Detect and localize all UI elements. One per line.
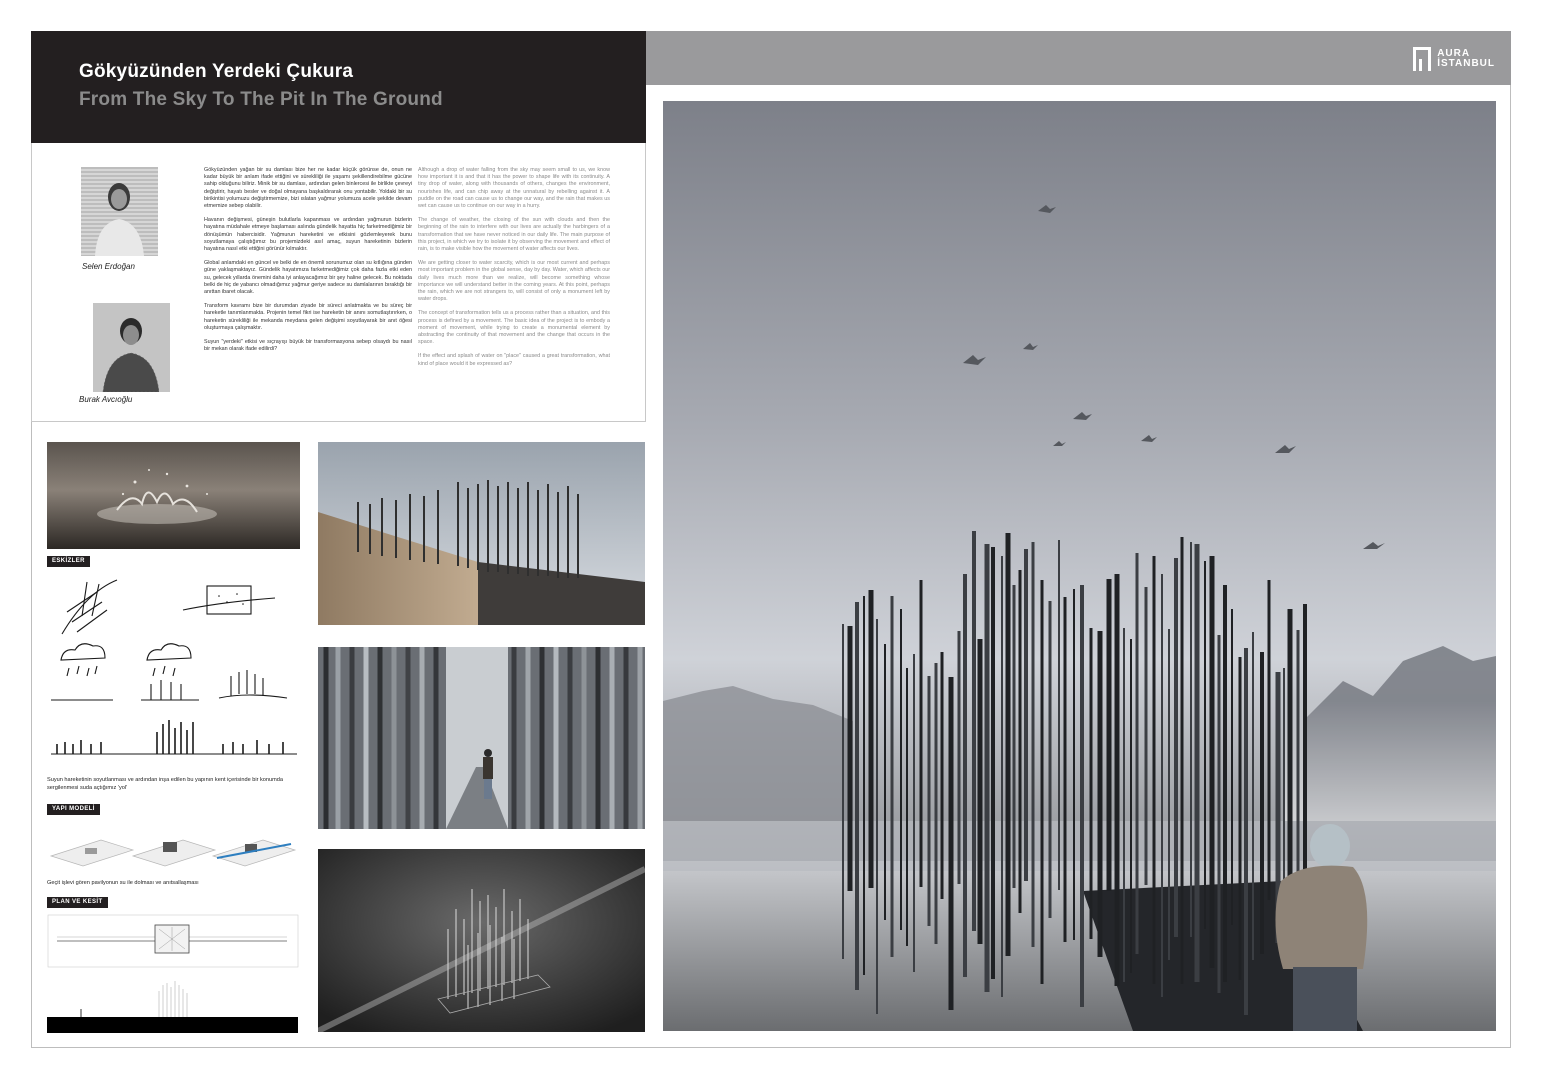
render-exterior-view [318, 442, 645, 625]
section-tag-plan: PLAN VE KESİT [47, 897, 108, 908]
author-photo-selen [81, 167, 158, 256]
logo-line-2: İSTANBUL [1437, 58, 1495, 69]
model-diagrams [47, 822, 300, 876]
paragraph-tr-4: Transform kavramı bize bir durumdan ziyade bir süreci anlatmakta ve bu süreç bir hareketle tanımlanmakta. Projenin temel fikri ise hareketin bir anını somutlaştırırken, o hareketin sürekliliği ile mekanda meydana gelen değişimi soyutlayarak bir anıt öğesi oluşturmaya çalışmaktır. [204, 303, 412, 331]
paragraph-en-1: Although a drop of water falling from the sky may seem small to us, we know how important it is and that it has the power to shape life with its continuity. A tiny drop of water, along with thousands of others, changes the environment, nourishes life, and can chip away at the unnatural by rebelling against it. A puddle on the road can cause us to change our way, and the rain that makes us wet can cause us to continue on our way in a hurry. [418, 167, 610, 210]
logo-mark-icon [1413, 47, 1431, 71]
title-english: From The Sky To The Pit In The Ground [79, 89, 443, 110]
water-splash-photo [47, 442, 300, 549]
paragraph-en-2: The change of weather, the closing of the sun with clouds and then the beginning of the rain to interfere with our lives are actually the harbingers of a transformation that we have never noticed in our daily life. The main purpose of this project, in which we try to isolate it by observing the movement and effect of rain, is to make visible how the movement of water affects our lives. [418, 217, 610, 253]
aura-istanbul-logo [1413, 46, 1495, 72]
text-column-english [418, 167, 610, 375]
author-name-2: Burak Avcıoğlu [79, 395, 133, 404]
render-aerial-view [318, 849, 645, 1032]
author-name-1: Selen Erdoğan [82, 262, 135, 271]
paragraph-en-3: We are getting closer to water scarcity, which is our most current and perhaps most important problem in the global sense, day by day. Water, which affects our daily lives much more than we realize, will become something whose importance we will understand better in the coming years. At this point, perhaps the rain, which we are not strangers to, will consist of only a monument left by water drops. [418, 260, 610, 303]
model-caption: Geçit işlevi gören pavilyonun su ile dolması ve anıtsallaşması [47, 880, 199, 886]
logo-line-1: AURA [1437, 48, 1471, 59]
sketches-area [47, 572, 300, 772]
text-column-turkish [204, 167, 412, 360]
author-photo-burak [93, 303, 170, 392]
title-block [31, 31, 646, 143]
paragraph-en-4: The concept of transformation tells us a process rather than a situation, and this process is defined by a movement. The basic idea of the project is to embody a moment of movement, while trying to create a monumental element by abstracting the continuity of that movement and the change that occurs in the space. [418, 310, 610, 346]
paragraph-tr-2: Havanın değişmesi, güneşin bulutlarla kapanması ve ardından yağmurun bizlerin hayatına müdahale etmeye başlaması aslında gündelik hayatta hiç farketmediğimiz bir dönüşümün habercisidir. Yağmurun hareketini ve etkisini gözlemleyerek bunu soyutlamaya çalıştığımız bu projemizdeki asıl amaç, suyun hareketinin bizlerin hayatına nasıl etki ettiğini görünür kılmaktır. [204, 217, 412, 253]
paragraph-tr-5: Suyun "yerdeki" etkisi ve sıçrayışı büyük bir transformasyona sebep olsaydı bu nasıl bir mekan olarak ifade edilirdi? [204, 339, 412, 353]
title-turkish: Gökyüzünden Yerdeki Çukura [79, 61, 354, 82]
sketches-caption: Suyun hareketinin soyutlanması ve ardından inşa edilen bu yapının kent içerisinde bir konumda sergilenmesi suda açtığımız 'yol' [47, 777, 284, 791]
paragraph-en-5: If the effect and splash of water on "place" caused a great transformation, what kind of place would it be expressed as? [418, 353, 610, 367]
section-tag-model: YAPI MODELİ [47, 804, 100, 815]
section-tag-sketches: ESKİZLER [47, 556, 90, 567]
plan-section-drawing [47, 913, 300, 1033]
render-interior-view [318, 647, 645, 829]
paragraph-tr-1: Gökyüzünden yağan bir su damlası bize her ne kadar küçük görünse de, onun ne kadar büyük bir anlam ifade ettiğini ve sürekliliği ile yaşamı şekillendirebilme gücüne sahip olduğunu biliriz. Minik bir su damlası, ardından gelen binlercesi ile birlikte çevreyi değiştirir, hayatı besler ve doğal olmayana başkaldırarak onu yontabilir. Yoldaki bir su birikintisi yolumuzu değiştirmemize, bizi ıslatan yağmur yolumuza acele şekilde devam etmemize sebep olabilir. [204, 167, 412, 210]
main-render [663, 101, 1496, 1031]
paragraph-tr-3: Global anlamdaki en güncel ve belki de en önemli sorunumuz olan su kıtlığına günden güne yaklaşmaktayız. Gündelik hayatımıza farketmediğimiz çok daha fazla etki eden su, gelecek yıllarda önemini daha iyi anlayacağımız bir şey haline gelecek. Bu noktada belki de hiç de yabancı olmadığımız yağmur geriye sadece su damlalarının bıraktığı bir anıttan ibaret olacak. [204, 260, 412, 296]
header-band [646, 31, 1511, 85]
intro-panel [31, 143, 646, 422]
